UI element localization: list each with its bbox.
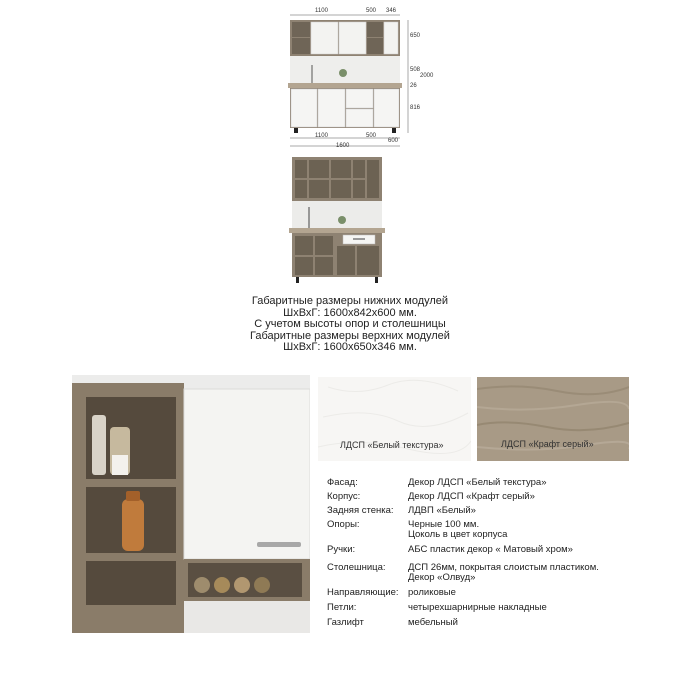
- dim-top-1100: 1100: [315, 8, 328, 14]
- spec-value: четырехшарнирные накладные: [408, 602, 547, 613]
- spec-key: Корпус:: [327, 491, 361, 502]
- caption-line-1: Габаритные размеры нижних модулей: [251, 295, 449, 307]
- spec-value-line-2: Цоколь в цвет корпуса: [408, 529, 508, 540]
- kitchen-carcass-illustration: [287, 157, 387, 287]
- dim-side-26: 26: [410, 83, 417, 89]
- swatch-kraft-grey: [477, 377, 629, 461]
- kitchen-dimension-drawing: [270, 5, 434, 150]
- spec-value: Декор ЛДСП «Крафт серый»: [408, 491, 535, 502]
- spec-value-line-2: Декор «Олвуд»: [408, 572, 476, 583]
- cabinet-closeup-photo: [72, 375, 310, 633]
- spec-value: ДСП 26мм, покрытая слоистым пластиком.: [408, 562, 599, 573]
- dim-bottom-600: 600: [388, 138, 399, 144]
- spec-key: Столешница:: [327, 562, 386, 573]
- cabinet-closeup-image: [72, 375, 310, 633]
- spec-key: Фасад:: [327, 477, 358, 488]
- spec-value: мебельный: [408, 617, 458, 628]
- swatch-kraft-label: ЛДСП «Крафт серый»: [501, 439, 594, 449]
- spec-value: Черные 100 мм.: [408, 519, 480, 530]
- caption-line-4: Габаритные размеры верхних модулей: [250, 329, 450, 342]
- dim-top-500: 500: [366, 8, 377, 14]
- dim-bottom-1100: 1100: [315, 133, 328, 139]
- kitchen-front-illustration: [270, 5, 430, 150]
- swatch-white-label: ЛДСП «Белый текстура»: [340, 440, 444, 450]
- spec-key: Ручки:: [327, 544, 356, 555]
- kitchen-open-shelves-image: [287, 157, 387, 287]
- spec-value: АБС пластик декор « Матовый хром»: [408, 544, 573, 555]
- caption-line-5: ШхВхГ: 1600х650х346 мм.: [283, 341, 417, 353]
- swatch-white-texture: [318, 377, 471, 461]
- dim-top-346: 346: [386, 8, 397, 14]
- dim-bottom-500: 500: [366, 133, 377, 139]
- spec-key: Задняя стенка:: [327, 505, 394, 516]
- dim-bottom-1600: 1600: [336, 143, 350, 149]
- spec-key: Направляющие:: [327, 587, 399, 598]
- dim-side-2000: 2000: [420, 73, 434, 79]
- spec-key: Газлифт: [327, 617, 364, 628]
- spec-value: роликовые: [408, 587, 456, 598]
- dim-side-508: 508: [410, 67, 421, 73]
- dim-side-650: 650: [410, 33, 421, 39]
- dim-side-816: 816: [410, 105, 421, 111]
- dimensions-caption: [200, 296, 500, 354]
- spec-key: Опоры:: [327, 519, 360, 530]
- caption-line-3: С учетом высоты опор и столешницы: [254, 318, 446, 330]
- spec-value: Декор ЛДСП «Белый текстура»: [408, 477, 547, 488]
- caption-line-2: ШхВхГ: 1600х842х600 мм.: [283, 306, 417, 319]
- spec-value: ЛДВП «Белый»: [408, 505, 476, 516]
- spec-key: Петли:: [327, 602, 357, 613]
